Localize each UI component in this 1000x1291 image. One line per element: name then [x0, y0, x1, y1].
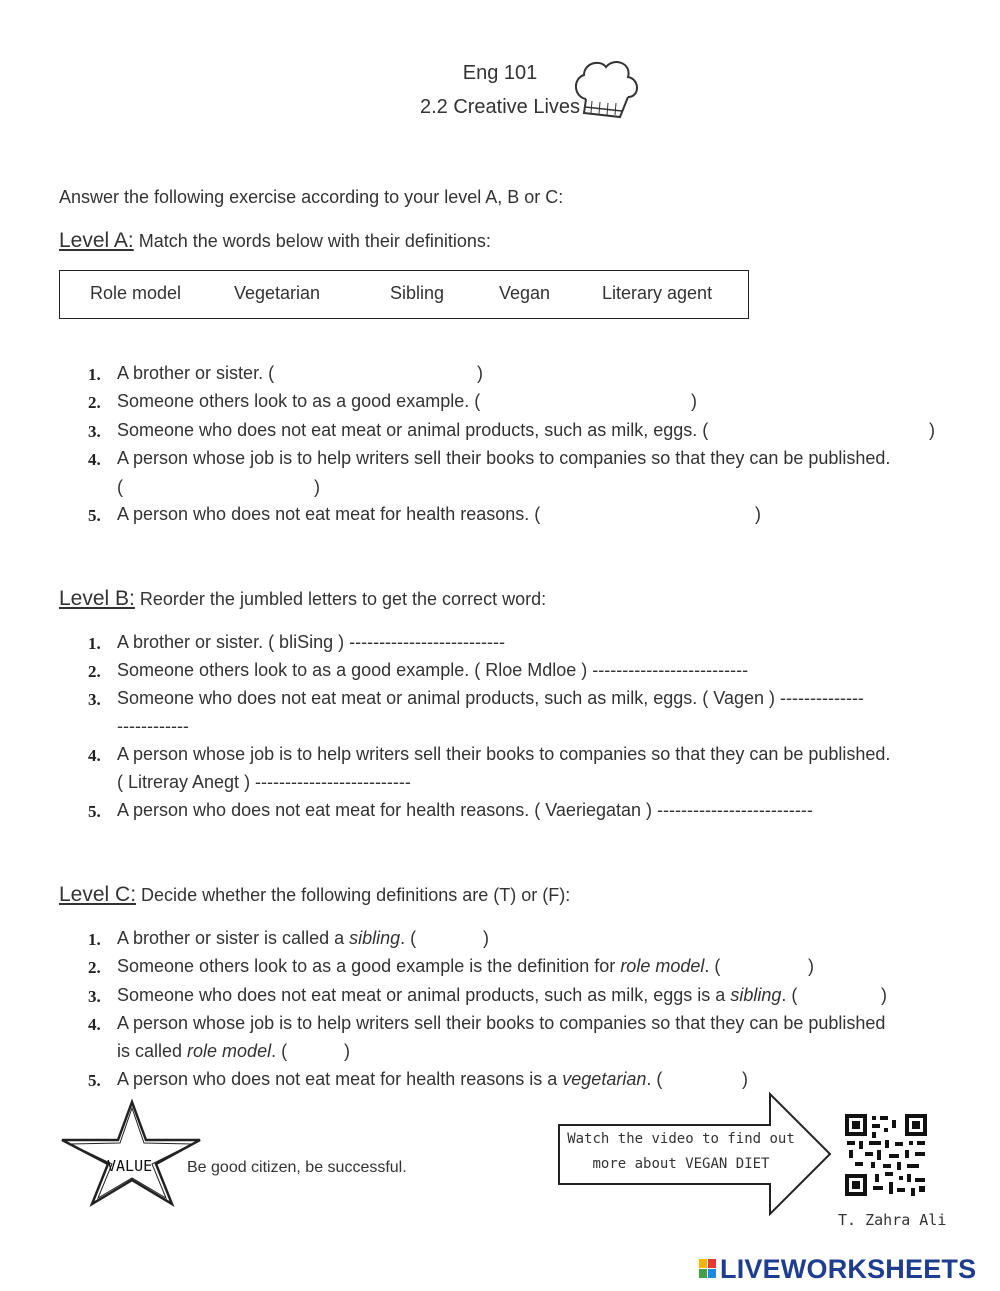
answer-open: . (: [271, 1041, 288, 1061]
value-label: VALUE: [107, 1157, 153, 1175]
star-icon: [60, 1098, 202, 1208]
level-c-item-5: [117, 1069, 662, 1090]
answer-close: ): [929, 420, 935, 440]
author-signature: T. Zahra Ali: [838, 1211, 947, 1229]
level-a-item-3: Someone who does not eat meat or animal products, such as milk, eggs. (: [117, 420, 709, 440]
instructions: Answer the following exercise according to your level A, B or C:: [59, 187, 564, 207]
level-b-item-3-cont: ------------: [117, 716, 189, 736]
answer-open: . (: [646, 1069, 663, 1089]
item-text: A brother or sister is called a: [117, 928, 350, 948]
answer-close: ): [881, 985, 887, 1005]
list-number: 1.: [88, 365, 101, 384]
level-a-prompt: Match the words below with their definitions:: [133, 231, 491, 251]
item-term: sibling: [349, 928, 401, 948]
answer-close: ): [742, 1069, 748, 1089]
answer-close: ): [477, 363, 483, 383]
qr-code-icon[interactable]: [845, 1114, 927, 1196]
word-bank-item: Vegetarian: [234, 283, 321, 303]
item-term: role model: [187, 1041, 272, 1061]
list-number: 2.: [88, 958, 101, 977]
brand-name[interactable]: LIVEWORKSHEETS: [720, 1254, 977, 1284]
level-b-item-1: A brother or sister. ( bliSing ) --------------------------: [117, 632, 505, 652]
level-c-name: Level C:: [59, 883, 137, 906]
list-number: 4.: [88, 450, 101, 469]
list-number: 4.: [88, 1015, 101, 1034]
list-number: 1.: [88, 930, 101, 949]
answer-close: ): [691, 391, 697, 411]
item-text: is called: [117, 1041, 188, 1061]
item-term: vegetarian: [562, 1069, 647, 1089]
level-b-item-4: A person whose job is to help writers sell their books to companies so that they can be published.: [117, 744, 891, 764]
level-c-item-4: A person whose job is to help writers sell their books to companies so that they can be published: [117, 1013, 886, 1033]
answer-open: . (: [400, 928, 417, 948]
list-number: 5.: [88, 506, 101, 525]
level-c-item-3: [117, 985, 797, 1006]
word-bank: [59, 270, 749, 319]
list-number: 1.: [88, 634, 101, 653]
list-number: 4.: [88, 746, 101, 765]
word-bank-item: Literary agent: [602, 283, 713, 303]
level-c-item-1: [117, 928, 416, 949]
answer-close: ): [344, 1041, 350, 1061]
video-note-line-1: Watch the video to find out: [567, 1131, 795, 1147]
answer-open: (: [117, 477, 123, 497]
arrow-callout-icon: [556, 1091, 834, 1217]
level-a-item-1: A brother or sister. (: [117, 363, 275, 383]
level-c-heading: [59, 883, 570, 907]
item-term: sibling: [730, 985, 782, 1005]
list-number: 3.: [88, 422, 101, 441]
level-b-item-4-cont: ( Litreray Anegt ) --------------------------: [117, 772, 411, 792]
word-bank-item: Role model: [90, 283, 182, 303]
answer-close: ): [483, 928, 489, 948]
level-a-item-2: Someone others look to as a good example. (: [117, 391, 481, 411]
list-number: 3.: [88, 690, 101, 709]
level-a-item-4: A person whose job is to help writers sell their books to companies so that they can be published.: [117, 448, 891, 468]
list-number: 5.: [88, 1071, 101, 1090]
level-a-heading: [59, 229, 491, 253]
level-b-name: Level B:: [59, 587, 135, 610]
level-c-item-4-cont: [117, 1041, 287, 1062]
video-note-line-2: more about VEGAN DIET: [592, 1156, 770, 1172]
level-b-prompt: Reorder the jumbled letters to get the correct word:: [134, 589, 547, 609]
level-b-item-3: Someone who does not eat meat or animal products, such as milk, eggs. ( Vagen ) --------------: [117, 688, 864, 708]
item-text: Someone who does not eat meat or animal products, such as milk, eggs is a: [117, 985, 731, 1005]
answer-open: . (: [704, 956, 721, 976]
chef-hat-icon: [570, 55, 642, 121]
answer-close: ): [808, 956, 814, 976]
answer-close: ): [755, 504, 761, 524]
course-title: Eng 101: [462, 62, 538, 84]
level-b-item-5: A person who does not eat meat for health reasons. ( Vaeriegatan ) --------------------------: [117, 800, 813, 820]
lesson-title: 2.2 Creative Lives: [419, 96, 581, 118]
item-text: A person who does not eat meat for health reasons is a: [117, 1069, 563, 1089]
level-c-item-2: [117, 956, 720, 977]
item-text: Someone others look to as a good example is the definition for: [117, 956, 621, 976]
list-number: 2.: [88, 662, 101, 681]
level-a-item-5: A person who does not eat meat for health reasons. (: [117, 504, 541, 524]
level-b-item-2: Someone others look to as a good example. ( Rloe Mdloe ) --------------------------: [117, 660, 749, 680]
list-number: 5.: [88, 802, 101, 821]
list-number: 3.: [88, 987, 101, 1006]
value-text: Be good citizen, be successful.: [187, 1159, 407, 1176]
answer-open: . (: [781, 985, 798, 1005]
word-bank-item: Sibling: [390, 283, 445, 303]
level-a-name: Level A:: [59, 229, 134, 252]
answer-close: ): [314, 477, 320, 497]
list-number: 2.: [88, 393, 101, 412]
liveworksheets-logo-icon: [699, 1259, 717, 1279]
item-term: role model: [620, 956, 705, 976]
level-b-heading: [59, 587, 546, 611]
word-bank-item: Vegan: [499, 283, 551, 303]
level-c-prompt: Decide whether the following definitions are (T) or (F):: [136, 885, 571, 905]
